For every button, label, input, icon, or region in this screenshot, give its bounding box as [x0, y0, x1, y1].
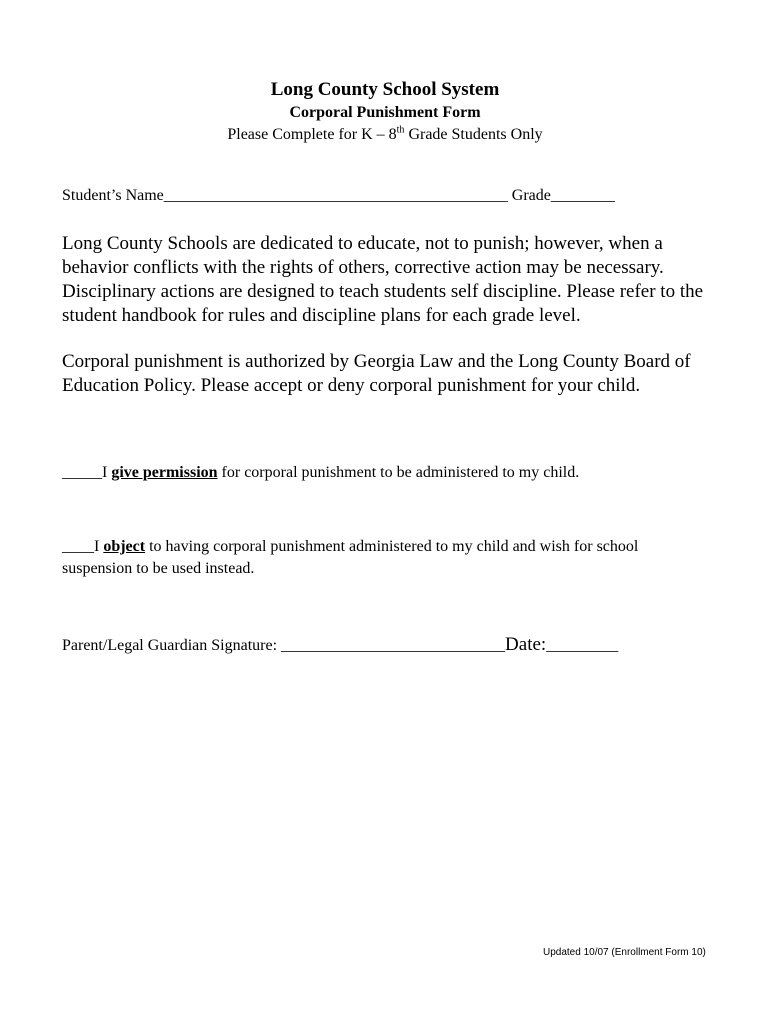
date-label: Date: [505, 634, 547, 655]
student-name-blank[interactable]: ___________________________________________ [163, 187, 508, 204]
objection-option [62, 536, 712, 580]
date-blank[interactable]: _________ [546, 637, 619, 654]
student-name-label: Student’s Name [62, 187, 164, 204]
objection-emphasis: object [103, 538, 146, 555]
document-title: Long County School System [270, 79, 500, 100]
form-subtitle: Corporal Punishment Form [289, 104, 481, 121]
grade-blank[interactable]: ________ [550, 187, 615, 204]
policy-paragraph-2: Corporal punishment is authorized by Georgia Law and the Long County Board of Education Policy. Please accept or deny corporal punishment for your child. [62, 351, 691, 396]
policy-paragraph-1: Long County Schools are dedicated to educate, not to punish; however, when a behavior conflicts with the rights of others, corrective action may be necessary. Disciplinary actions are designed to teach students self discipline. Please refer to the student handbook for rules and discipline plans for each grade level. [62, 233, 704, 326]
document-header [0, 78, 770, 146]
footer-note: Updated 10/07 (Enrollment Form 10) [543, 947, 706, 958]
objection-text: to having corporal punishment administered to my child and wish for school suspension to be used instead. [62, 538, 639, 577]
permission-blank[interactable]: _____ [62, 464, 102, 481]
instruction-text-start: Please Complete for K – 8 [227, 126, 397, 143]
objection-prefix: I [94, 538, 104, 555]
instruction-superscript: th [396, 124, 405, 136]
signature-line [62, 633, 618, 658]
permission-prefix: I [102, 464, 112, 481]
permission-option [62, 462, 712, 484]
signature-label: Parent/Legal Guardian Signature: [62, 637, 282, 654]
grade-label: Grade [507, 187, 551, 204]
permission-emphasis: give permission [111, 464, 218, 481]
instruction-text-end: Grade Students Only [404, 126, 543, 143]
permission-text: for corporal punishment to be administered to my child. [217, 464, 580, 481]
objection-blank[interactable]: ____ [62, 538, 94, 555]
student-name-field [62, 185, 615, 207]
signature-blank[interactable]: ____________________________ [281, 637, 506, 654]
form-instruction [0, 124, 770, 146]
